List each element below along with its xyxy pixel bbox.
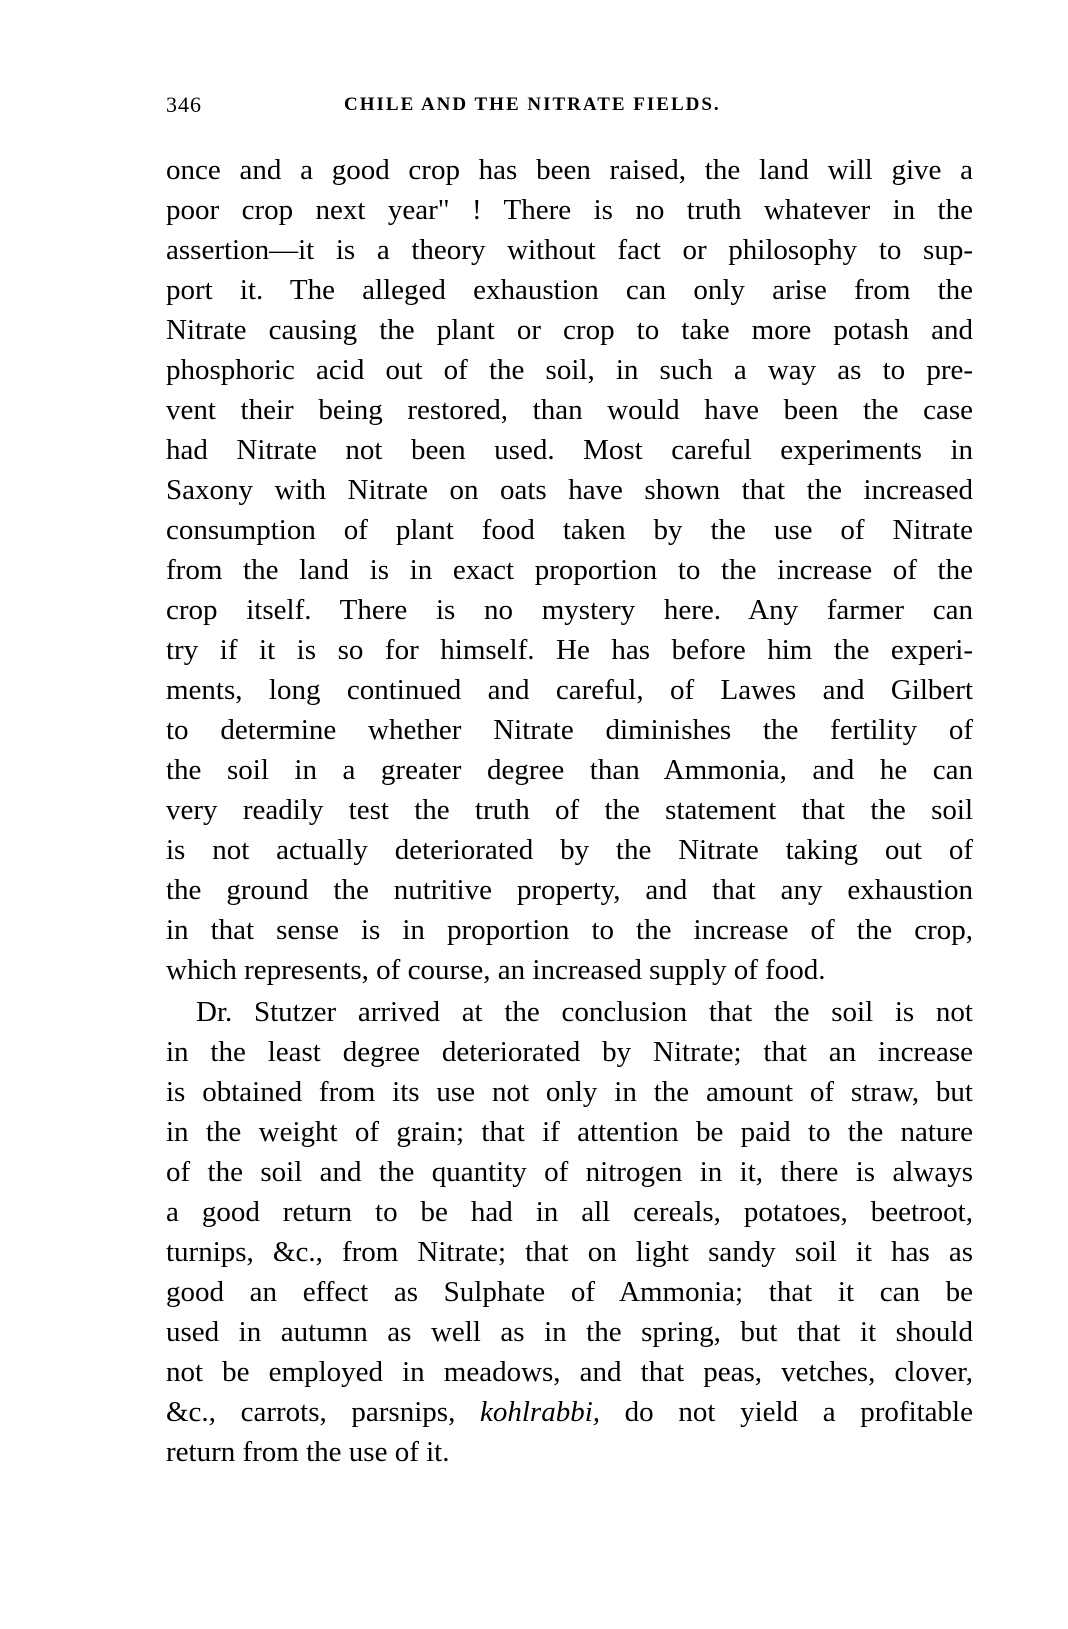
text-line [166,1392,973,1432]
text-line: a good return to be had in all cereals, potatoes, beetroot, [166,1196,973,1228]
text-line: used in autumn as well as in the spring, but that it should [166,1316,973,1348]
body-text [166,150,973,1472]
text-line: turnips, &c., from Nitrate; that on light sandy soil it has as [166,1236,973,1268]
text-line: is obtained from its use not only in the amount of straw, but [166,1076,973,1108]
page-header [166,92,966,120]
text-line: ments, long continued and careful, of Lawes and Gilbert [166,674,973,706]
text-line: try if it is so for himself. He has before him the experi- [166,634,973,666]
text-line: return from the use of it. [166,1436,450,1468]
text-line: vent their being restored, than would have been the case [166,394,973,426]
text-line: the ground the nutritive property, and that any exhaustion [166,874,973,906]
paragraph-1 [166,150,973,990]
paragraph-2 [166,992,973,1472]
italic-term: kohlrabbi, [479,1396,601,1428]
text-segment: do not yield a profitable [600,1396,973,1428]
text-line: in the weight of grain; that if attention be paid to the nature [166,1116,973,1148]
text-line: of the soil and the quantity of nitrogen in it, there is always [166,1156,973,1188]
text-line: consumption of plant food taken by the use of Nitrate [166,514,973,546]
page-number: 346 [166,92,202,117]
text-line: assertion—it is a theory without fact or philosophy to sup- [166,234,973,266]
text-line: in that sense is in proportion to the increase of the crop, [166,914,973,946]
text-line: had Nitrate not been used. Most careful experiments in [166,434,973,466]
text-line: very readily test the truth of the statement that the soil [166,794,973,826]
text-line: Saxony with Nitrate on oats have shown that the increased [166,474,973,506]
text-line: in the least degree deteriorated by Nitrate; that an increase [166,1036,973,1068]
text-line: good an effect as Sulphate of Ammonia; that it can be [166,1276,973,1308]
text-line: Dr. Stutzer arrived at the conclusion that the soil is not [196,996,973,1028]
text-segment: &c., carrots, parsnips, [166,1396,480,1428]
text-line: crop itself. There is no mystery here. Any farmer can [166,594,973,626]
text-line: is not actually deteriorated by the Nitrate taking out of [166,834,973,866]
text-line: to determine whether Nitrate diminishes the fertility of [166,714,973,746]
text-line: port it. The alleged exhaustion can only arise from the [166,274,973,306]
text-line: which represents, of course, an increased supply of food. [166,954,826,986]
text-line: once and a good crop has been raised, the land will give a [166,154,973,186]
running-head: CHILE AND THE NITRATE FIELDS. [344,94,721,115]
text-line: not be employed in meadows, and that peas, vetches, clover, [166,1356,973,1388]
text-line: phosphoric acid out of the soil, in such a way as to pre- [166,354,973,386]
text-line: Nitrate causing the plant or crop to take more potash and [166,314,973,346]
text-line: poor crop next year" ! There is no truth whatever in the [166,194,973,226]
text-line: from the land is in exact proportion to the increase of the [166,554,973,586]
text-line: the soil in a greater degree than Ammonia, and he can [166,754,973,786]
